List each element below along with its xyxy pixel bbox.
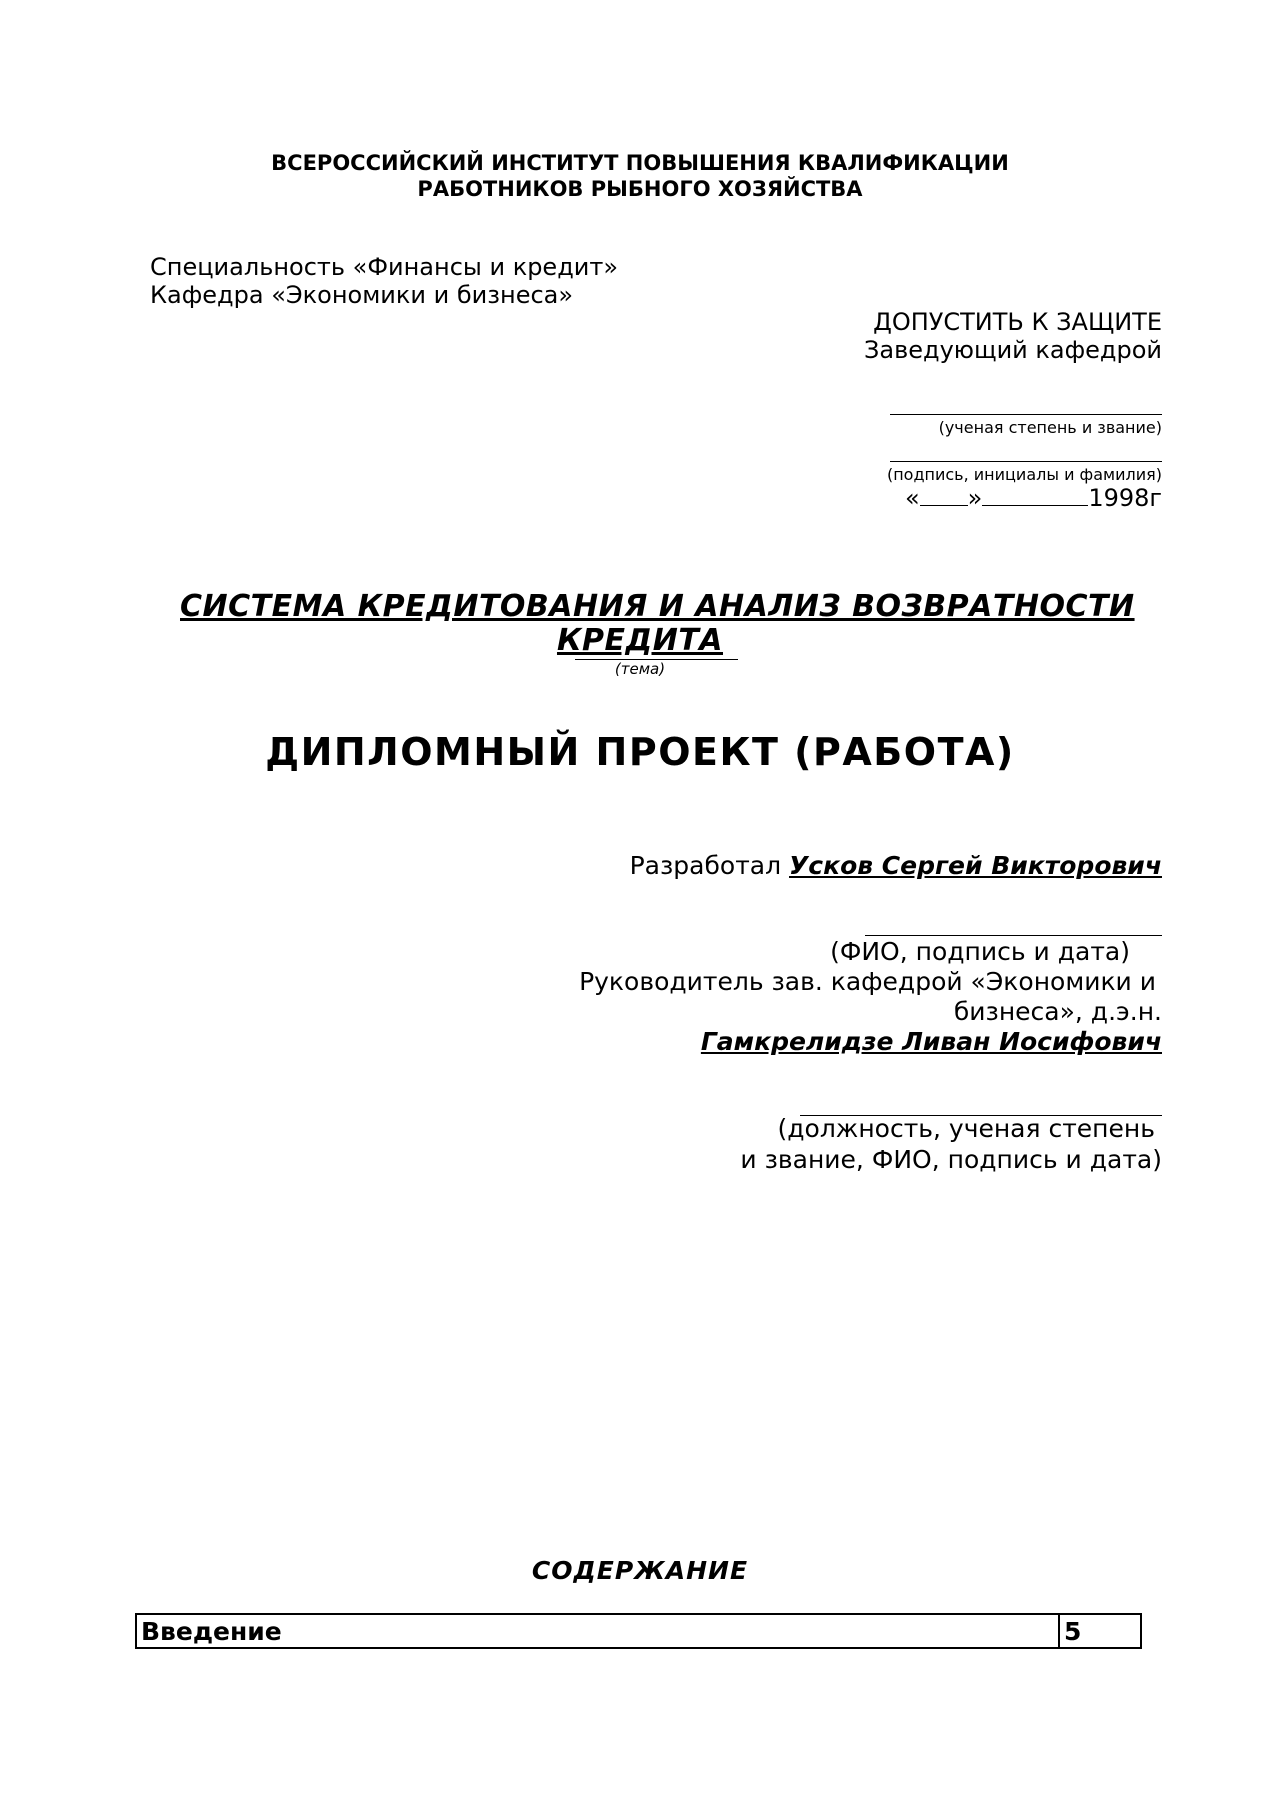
contents-row-title: Введение: [136, 1614, 1059, 1648]
developer: [630, 852, 1162, 880]
supervisor-name: Гамкрелидзе Ливан Иосифович: [700, 1027, 1162, 1056]
date-day-blank: [920, 485, 968, 506]
approval-line2: Заведующий кафедрой: [863, 336, 1162, 364]
topic-line2: КРЕДИТА: [556, 623, 723, 658]
supervisor-caption-line1: (должность, ученая степень: [777, 1114, 1155, 1143]
developer-label: Разработал: [629, 851, 790, 880]
signature-caption: (подпись, инициалы и фамилия): [886, 465, 1162, 484]
department: Кафедра «Экономики и бизнеса»: [150, 281, 574, 309]
contents-heading: СОДЕРЖАНИЕ: [531, 1556, 749, 1585]
date-close-quote: »: [967, 484, 983, 512]
contents-row-page: 5: [1059, 1614, 1141, 1648]
developer-signature-line: [865, 935, 1162, 936]
institute-name-line2: РАБОТНИКОВ РЫБНОГО ХОЗЯЙСТВА: [417, 177, 863, 201]
degree-caption: (ученая степень и звание): [938, 418, 1162, 437]
degree-signature-line: [890, 414, 1162, 415]
approval-line1: ДОПУСТИТЬ К ЗАЩИТЕ: [873, 308, 1162, 336]
developer-name: Усков Сергей Викторович: [789, 851, 1162, 880]
date-open-quote: «: [904, 484, 920, 512]
institute-name-line1: ВСЕРОССИЙСКИЙ ИНСТИТУТ ПОВЫШЕНИЯ КВАЛИФИКАЦИИ: [271, 151, 1009, 175]
supervisor-line1: Руководитель зав. кафедрой «Экономики и: [579, 967, 1156, 996]
topic-caption: (тема): [614, 660, 666, 678]
supervisor-caption-line2: и звание, ФИО, подпись и дата): [740, 1145, 1162, 1174]
topic-line1: СИСТЕМА КРЕДИТОВАНИЯ И АНАЛИЗ ВОЗВРАТНОСТИ: [180, 589, 1135, 624]
document-title: ДИПЛОМНЫЙ ПРОЕКТ (РАБОТА): [265, 730, 1015, 774]
date-month-blank: [982, 485, 1088, 506]
supervisor-line2: бизнеса», д.э.н.: [953, 997, 1162, 1026]
signature-line: [890, 461, 1162, 462]
developer-caption: (ФИО, подпись и дата): [830, 937, 1130, 966]
approval-date: [905, 484, 1162, 512]
specialty: Специальность «Финансы и кредит»: [150, 253, 619, 281]
contents-table: [135, 1613, 1142, 1649]
table-row: [136, 1614, 1141, 1648]
date-year: 1998г: [1088, 484, 1162, 512]
